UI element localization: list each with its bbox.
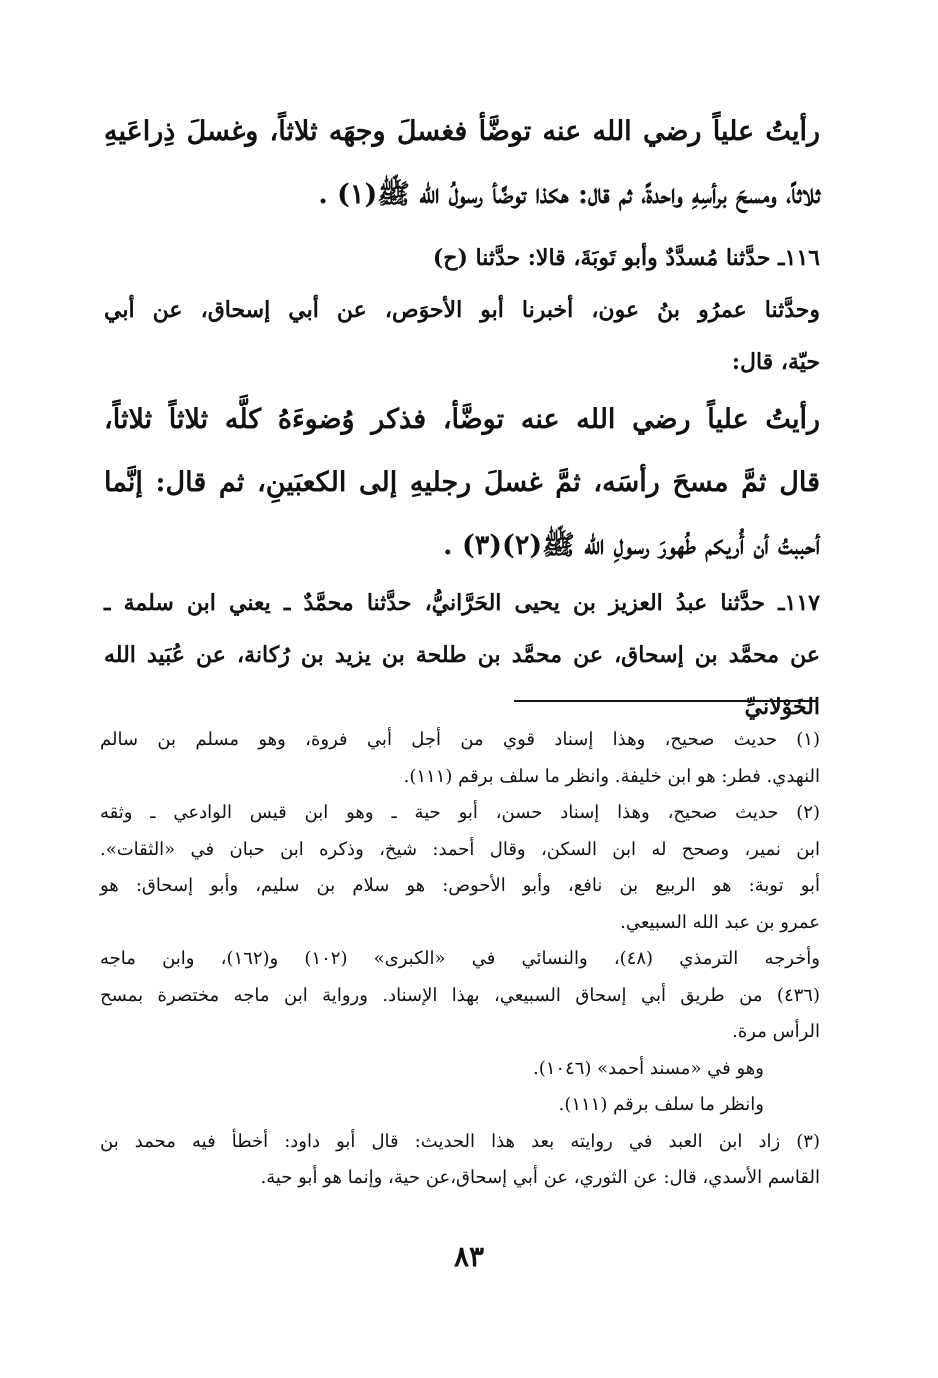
footnote-2-takhrij [100,941,820,1051]
matn-line: رأيتُ علياً رضي الله عنه توضَّأ، فذكر وُضوءَهُ كلَّه ثلاثاً ثلاثاً، [104,404,820,435]
footnote-line: القاسم الأسدي، قال: عن الثوري، عن أبي إسحاق،عن حية، وإنما هو أبو حية. [260,1167,820,1188]
footnote-2-crossref [100,1087,820,1124]
footnote-separator [514,700,818,702]
footnote-2-musnad [100,1051,820,1088]
isnad-line: وحدَّثنا عمرُو بنُ عون، أخبرنا أبو الأحوَص، عن أبي إسحاق، عن أبي [104,297,820,323]
isnad-line: ١١٦ـ حدَّثنا مُسدَّدٌ وأبو تَوبَةَ، قالا: حدَّثنا (ح) [432,245,820,271]
matn-line: أحببتُ أن أُريكم طُهورَ رسولِ الله ﷺ(٢)(٣) . [443,530,820,561]
footnote-3 [100,1124,820,1197]
isnad-line: حيّة، قال: [731,349,820,375]
footnote-line: النهدي. فطر: هو ابن خليفة. وانظر ما سلف برقم (١١١). [403,765,820,787]
footnote-line: عمرو بن عبد الله السبيعي. [620,911,820,933]
footnote-line: (٣) زاد ابن العبد في روايته بعد هذا الحديث: قال أبو داود: أخطأ فيه محمد بن [100,1130,820,1152]
footnote-line: وهو في «مسند أحمد» (١٠٤٦). [532,1057,764,1079]
hadith-115-continuation [104,100,820,226]
isnad-line: الخَوْلانيِّ [744,694,820,720]
footnote-line: (٢) حديث صحيح، وهذا إسناد حسن، أبو حية ـ وهو ابن قيس الوادعي ـ وثقه [100,802,820,823]
footnotes [100,722,820,1197]
hadith-117 [104,577,820,733]
footnote-line: الرأس مرة. [732,1021,820,1042]
text-line: ثلاثاً، ومسحَ برأسِهِ واحدةً، ثم قال: هكذا توضَّأ رسولُ الله ﷺ(١) . [318,179,820,210]
footnote-line: وأخرجه الترمذي (٤٨)، والنسائي في «الكبرى» (١٠٢) و(١٦٢)، وابن ماجه [100,948,820,969]
isnad-line: عن محمَّد بن إسحاق، عن محمَّد بن طلحة بن يزيد بن رُكانة، عن عُبَيد الله [104,642,820,668]
text-line: رأيتُ علياً رضي الله عنه توضَّأ فغسلَ وجهَه ثلاثاً، وغسلَ ذِراعَيهِ [104,116,820,147]
footnote-line: أبو توبة: هو الربيع بن نافع، وأبو الأحوص: هو سلام بن سليم، وأبو إسحاق: هو [100,875,820,896]
matn-line: قال ثمَّ مسحَ رأسَه، ثمَّ غسلَ رجليهِ إلى الكعبَينِ، ثم قال: إنَّما [104,467,820,498]
footnote-line: (١) حديث صحيح، وهذا إسناد قوي من أجل أبي فروة، وهو مسلم بن سالم [100,729,820,750]
isnad-line: ١١٧ـ حدَّثنا عبدُ العزيز بن يحيى الحَرَّانيُّ، حدَّثنا محمَّدٌ ـ يعني ابن سلمة ـ [104,590,820,616]
footnote-1 [100,722,820,795]
footnote-line: وانظر ما سلف برقم (١١١). [558,1094,764,1115]
footnote-line: (٤٣٦) من طريق أبي إسحاق السبيعي، بهذا الإسناد. ورواية ابن ماجه مختصرة بمسح [100,984,820,1006]
footnote-2 [100,795,820,941]
hadith-116 [104,232,820,577]
main-text [104,100,820,733]
footnote-line: ابن نمير، وصحح له ابن السكن، وقال أحمد: شيخ، وذكره ابن حبان في «الثقات». [100,838,820,860]
page-number: ٨٣ [453,1240,485,1273]
